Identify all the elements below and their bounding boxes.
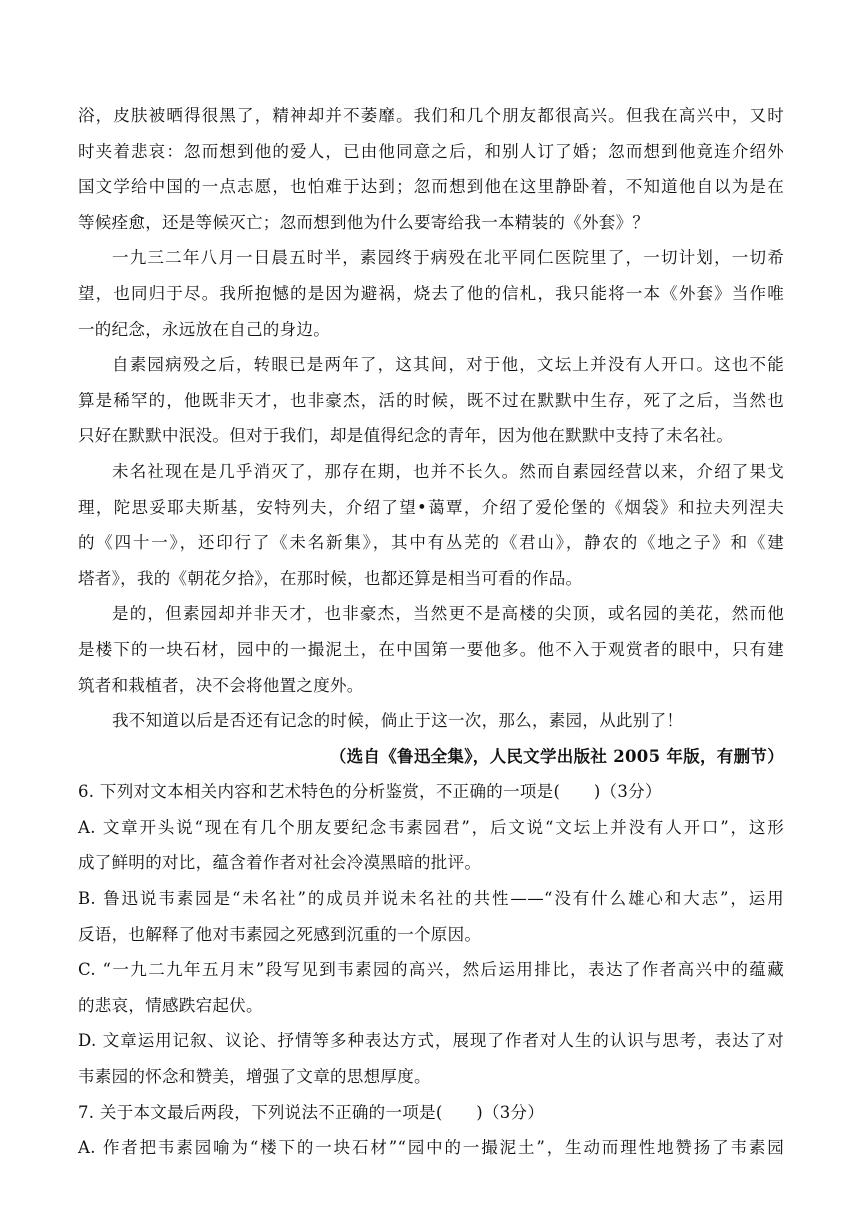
paragraph-line: 一的纪念，永远放在自己的身边。 <box>78 319 330 339</box>
answer-option-continued: 韦素园的怀念和赞美，增强了文章的思想厚度。 <box>78 1067 431 1087</box>
paragraph-line: 望，也同归于尽。我所抱憾的是因为避祸，烧去了他的信札，我只能将一本《外套》当作唯 <box>78 283 784 303</box>
questions <box>78 774 784 1166</box>
paragraph-line: 是的，但素园却并非天才，也非豪杰，当然更不是高楼的尖顶，或名园的美花，然而他 <box>112 604 784 624</box>
paragraph <box>78 454 784 596</box>
paragraph-line: 国文学给中国的一点志愿，也怕难于达到；忽而想到他在这里静卧着，不知道他自以为是在 <box>78 177 784 197</box>
paragraph <box>78 240 784 347</box>
paragraph-line: 是楼下的一块石材，园中的一撮泥土，在中国第一要他多。他不入于观赏者的眼中，只有建 <box>78 639 784 659</box>
paragraph-line: 浴，皮肤被晒得很黑了，精神却并不萎靡。我们和几个朋友都很高兴。但我在高兴中，又时 <box>78 106 784 125</box>
answer-option-continued: 成了鲜明的对比，蕴含着作者对社会冷漠黑暗的批评。 <box>78 853 482 873</box>
paragraph-line: 的《四十一》，还印行了《未名新集》，其中有丛芜的《君山》，静农的《地之子》和《建 <box>78 533 784 553</box>
answer-option: A. 作者把韦素园喻为“楼下的一块石材”“园中的一撮泥土”，生动而理性地赞扬了韦素园 <box>78 1138 784 1158</box>
passage <box>78 98 784 739</box>
question-q6 <box>78 774 784 1094</box>
paragraph-line: 自素园病殁之后，转眼已是两年了，这其间，对于他，文坛上并没有人开口。这也不能 <box>112 355 784 375</box>
paragraph-line: 时夹着悲哀：忽而想到他的爱人，已由他同意之后，和别人订了婚；忽而想到他竟连介绍外 <box>78 141 784 161</box>
paragraph-line: 理，陀思妥耶夫斯基，安特列夫，介绍了望•蔼覃，介绍了爱伦堡的《烟袋》和拉夫列涅夫 <box>78 497 784 517</box>
answer-option-continued: 的悲哀，情感跌宕起伏。 <box>78 995 263 1015</box>
answer-option: C. “一九二九年五月末”段写见到韦素园的高兴，然后运用排比，表达了作者高兴中的蕴藏 <box>78 960 784 980</box>
paragraph-line: 等候痊愈，还是等候灭亡；忽而想到他为什么要寄给我一本精装的《外套》？ <box>78 212 650 232</box>
answer-option: A. 文章开头说“现在有几个朋友要纪念韦素园君”，后文说“文坛上并没有人开口”，这形 <box>78 817 784 837</box>
question-stem: 6. 下列对文本相关内容和艺术特色的分析鉴赏，不正确的一项是( )（3分） <box>78 782 662 802</box>
question-q7 <box>78 1095 784 1166</box>
paragraph <box>78 703 784 739</box>
paragraph-line: 只好在默默中泯没。但对于我们，却是值得纪念的青年，因为他在默默中支持了未名社。 <box>78 426 734 446</box>
source-citation: （选自《鲁迅全集》，人民文学出版社 2005 年版，有删节） <box>329 746 784 766</box>
answer-option: D. 文章运用记叙、议论、抒情等多种表达方式，展现了作者对人生的认识与思考，表达了对 <box>78 1031 784 1051</box>
paragraph <box>78 347 784 454</box>
paragraph <box>78 596 784 703</box>
answer-option: B. 鲁迅说韦素园是“未名社”的成员并说未名社的共性——“没有什么雄心和大志”，运用 <box>78 889 784 909</box>
answer-option-continued: 反语，也解释了他对韦素园之死感到沉重的一个原因。 <box>78 924 482 944</box>
paragraph-line: 塔者》，我的《朝花夕拾》，在那时候，也都还算是相当可看的作品。 <box>78 568 583 588</box>
paragraph-line: 我不知道以后是否还有记念的时候，倘止于这一次，那么，素园，从此别了！ <box>112 711 684 731</box>
document-page <box>78 98 784 1166</box>
paragraph-line: 筑者和栽植者，决不会将他置之度外。 <box>78 675 364 695</box>
paragraph-line: 一九三二年八月一日晨五时半，素园终于病殁在北平同仁医院里了，一切计划，一切希 <box>112 248 784 268</box>
paragraph-line: 算是稀罕的，他既非天才，也非豪杰，活的时候，既不过在默默中生存，死了之后，当然也 <box>78 390 784 410</box>
paragraph <box>78 98 784 240</box>
paragraph-line: 未名社现在是几乎消灭了，那存在期，也并不长久。然而自素园经营以来，介绍了果戈 <box>112 461 784 481</box>
question-stem: 7. 关于本文最后两段，下列说法不正确的一项是( )（3分） <box>78 1102 545 1122</box>
